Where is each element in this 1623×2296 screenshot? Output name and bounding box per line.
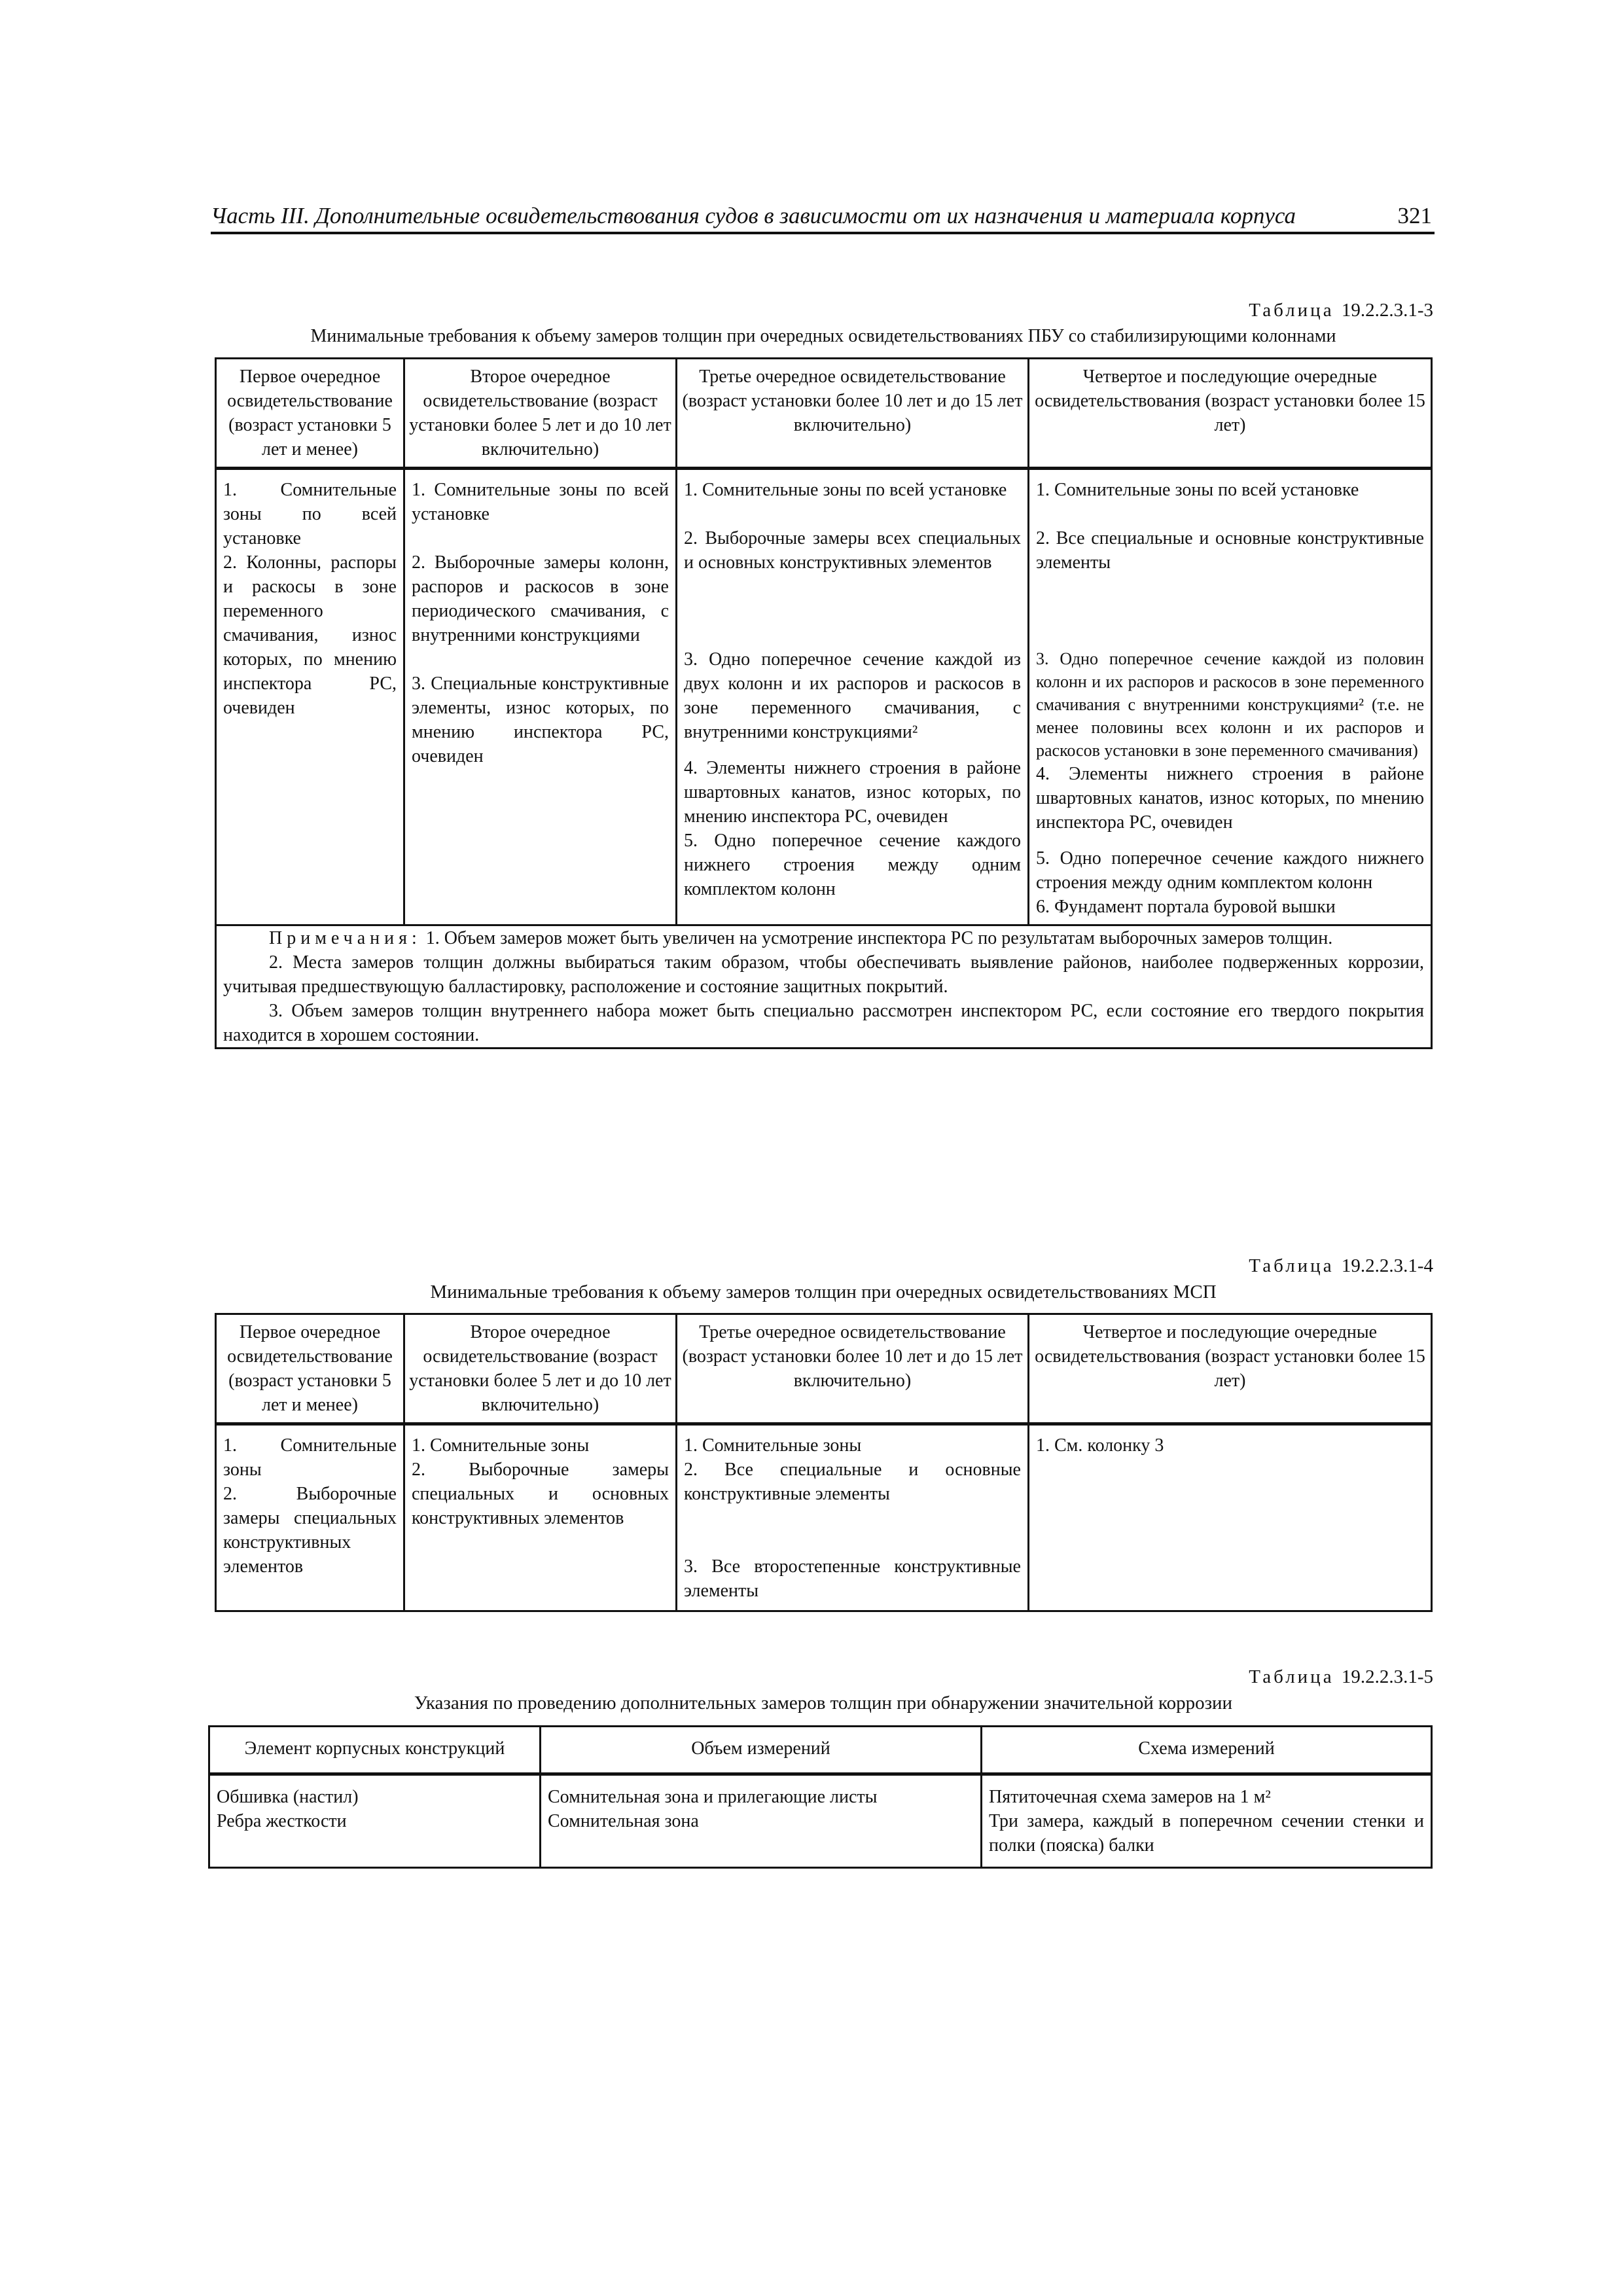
table3-header-cell: Схема измерений: [982, 1727, 1432, 1774]
list-item: 1. Сомнительные зоны по всей установке: [412, 480, 669, 524]
table1-notes: [216, 925, 1432, 1049]
table3-number: 19.2.2.3.1-5: [1341, 1666, 1433, 1687]
table1-note-2: 2. Места замеров толщин должны выбираться таким образом, чтобы обеспечивать выявление районов, наиболее подверженных коррозии, учитывая предшествующую балластировку, расположение и состояние защитных покрытий.: [223, 952, 1424, 997]
table-cell: Ребра жесткости: [217, 1811, 347, 1831]
list-item: 3. Специальные конструктивные элементы, износ которых, по мнению инспектора РС, очевиден: [412, 673, 669, 766]
table2-header-row: [216, 1314, 1432, 1424]
table2-col2-cell: [404, 1424, 677, 1611]
table1-header-cell: Первое очередное освидетельствование (возраст установки 5 лет и менее): [216, 359, 404, 469]
list-item: 2. Выборочные замеры специальных и основных конструктивных элементов: [412, 1460, 669, 1528]
list-item: 2. Выборочные замеры колонн, распоров и раскосов в зоне периодического смачивания, с внутренними конструкциями: [412, 552, 669, 645]
running-header: [211, 202, 1435, 234]
table-cell: Обшивка (настил): [217, 1787, 359, 1807]
list-item: 2. Все специальные и основные конструктивные элементы: [1036, 528, 1424, 573]
page-number: 321: [1397, 203, 1432, 228]
table1-header-cell: Третье очередное освидетельствование (возраст установки более 10 лет и до 15 лет включительно): [677, 359, 1029, 469]
table3-body-row: [209, 1774, 1432, 1868]
table2-col4-cell: [1029, 1424, 1432, 1611]
table1-note-3: 3. Объем замеров толщин внутреннего набора может быть специально рассмотрен инспектором РС, если состояние его твердого покрытия находится в хорошем состоянии.: [223, 1001, 1424, 1045]
table3-col1-cell: [209, 1774, 541, 1868]
table1-col2-cell: [404, 469, 677, 925]
table3-header-cell: Объем измерений: [541, 1727, 982, 1774]
table1-body-row: [216, 469, 1432, 925]
table-cell: Пятиточечная схема замеров на 1 м²: [989, 1787, 1271, 1807]
note-text: 1. Объем замеров может быть увеличен на усмотрение инспектора РС по результатам выборочных замеров толщин.: [425, 928, 1333, 948]
table3-col2-cell: [541, 1774, 982, 1868]
table1-col3-cell: [677, 469, 1029, 925]
list-item: 3. Одно поперечное сечение каждой из двух колонн и их распоров и раскосов в зоне переменного смачивания, с внутренними конструкциями²: [684, 649, 1021, 742]
list-item: 1. Сомнительные зоны: [412, 1435, 590, 1456]
list-item: 1. Сомнительные зоны: [223, 1435, 397, 1480]
list-item: 2. Выборочные замеры специальных конструктивных элементов: [223, 1484, 397, 1577]
list-item: 1. Сомнительные зоны: [684, 1435, 862, 1456]
list-item: 2. Колонны, распоры и раскосы в зоне переменного смачивания, износ которых, по мнению инспектора РС, очевиден: [223, 552, 397, 718]
list-item: 5. Одно поперечное сечение каждого нижнего строения между одним комплектом колонн: [684, 831, 1021, 899]
table3-header-cell: Элемент корпусных конструкций: [209, 1727, 541, 1774]
table2-body-row: [216, 1424, 1432, 1611]
table2-header-cell: Третье очередное освидетельствование (возраст установки более 10 лет и до 15 лет включительно): [677, 1314, 1029, 1424]
list-item: 2. Все специальные и основные конструктивные элементы: [684, 1460, 1021, 1504]
table3: [208, 1725, 1433, 1869]
table2-col3-cell: [677, 1424, 1029, 1611]
list-item: 6. Фундамент портала буровой вышки: [1036, 897, 1336, 917]
list-item: 3. Одно поперечное сечение каждой из половин колонн и их распоров и раскосов в зоне переменного смачивания с внутренними конструкциями² (т.е. не менее половины всех колонн и их распоров и раскосов установки в зоне переменного смачивания): [1036, 649, 1424, 760]
table1-number: 19.2.2.3.1-3: [1341, 300, 1433, 321]
table1-header-row: [216, 359, 1432, 469]
table1-col1-cell: [216, 469, 404, 925]
list-item: 1. Сомнительные зоны по всей установке: [223, 480, 397, 548]
table1-notes-row: [216, 925, 1432, 1049]
table1-header-cell: Четвертое и последующие очередные освидетельствования (возраст установки более 15 лет): [1029, 359, 1432, 469]
table-cell: Сомнительная зона и прилегающие листы: [548, 1787, 878, 1807]
table2-label: Таблица: [1249, 1255, 1334, 1276]
list-item: 5. Одно поперечное сечение каждого нижнего строения между одним комплектом колонн: [1036, 848, 1424, 893]
list-item: 1. См. колонку 3: [1036, 1435, 1164, 1456]
table1-note-1: [223, 926, 1424, 950]
table2-col1-cell: [216, 1424, 404, 1611]
table2-number-line: [1249, 1255, 1433, 1277]
list-item: 4. Элементы нижнего строения в районе швартовных канатов, износ которых, по мнению инспектора РС, очевиден: [684, 758, 1021, 827]
table3-header-row: [209, 1727, 1432, 1774]
list-item: 3. Все второстепенные конструктивные элементы: [684, 1556, 1021, 1601]
table1-col4-cell: [1029, 469, 1432, 925]
running-header-title: Часть III. Дополнительные освидетельствования судов в зависимости от их назначения и материала корпуса: [211, 203, 1296, 228]
table1-caption: Минимальные требования к объему замеров толщин при очередных освидетельствованиях ПБУ со стабилизирующими колоннами: [310, 326, 1336, 346]
table2: [215, 1313, 1433, 1612]
table3-label: Таблица: [1249, 1666, 1334, 1687]
table2-number: 19.2.2.3.1-4: [1341, 1255, 1433, 1276]
table1-number-line: [1249, 300, 1433, 321]
notes-label: Примечания:: [269, 928, 421, 948]
table3-col3-cell: [982, 1774, 1432, 1868]
list-item: 1. Сомнительные зоны по всей установке: [684, 480, 1007, 500]
table1-header-cell: Второе очередное освидетельствование (возраст установки более 5 лет и до 10 лет включительно): [404, 359, 677, 469]
table1: [215, 357, 1433, 1049]
list-item: 4. Элементы нижнего строения в районе швартовных канатов, износ которых, по мнению инспектора РС, очевиден: [1036, 764, 1424, 833]
list-item: 2. Выборочные замеры всех специальных и основных конструктивных элементов: [684, 528, 1021, 573]
table2-caption: Минимальные требования к объему замеров толщин при очередных освидетельствованиях МСП: [430, 1282, 1217, 1302]
table3-caption: Указания по проведению дополнительных замеров толщин при обнаружении значительной коррозии: [414, 1693, 1233, 1713]
table2-header-cell: Второе очередное освидетельствование (возраст установки более 5 лет и до 10 лет включительно): [404, 1314, 677, 1424]
table3-number-line: [1249, 1666, 1433, 1688]
table2-header-cell: Первое очередное освидетельствование (возраст установки 5 лет и менее): [216, 1314, 404, 1424]
table2-header-cell: Четвертое и последующие очередные освидетельствования (возраст установки более 15 лет): [1029, 1314, 1432, 1424]
table1-label: Таблица: [1249, 300, 1334, 321]
list-item: 1. Сомнительные зоны по всей установке: [1036, 480, 1359, 500]
table-cell: Сомнительная зона: [548, 1811, 699, 1831]
table-cell: Три замера, каждый в поперечном сечении стенки и полки (пояска) балки: [989, 1811, 1424, 1856]
